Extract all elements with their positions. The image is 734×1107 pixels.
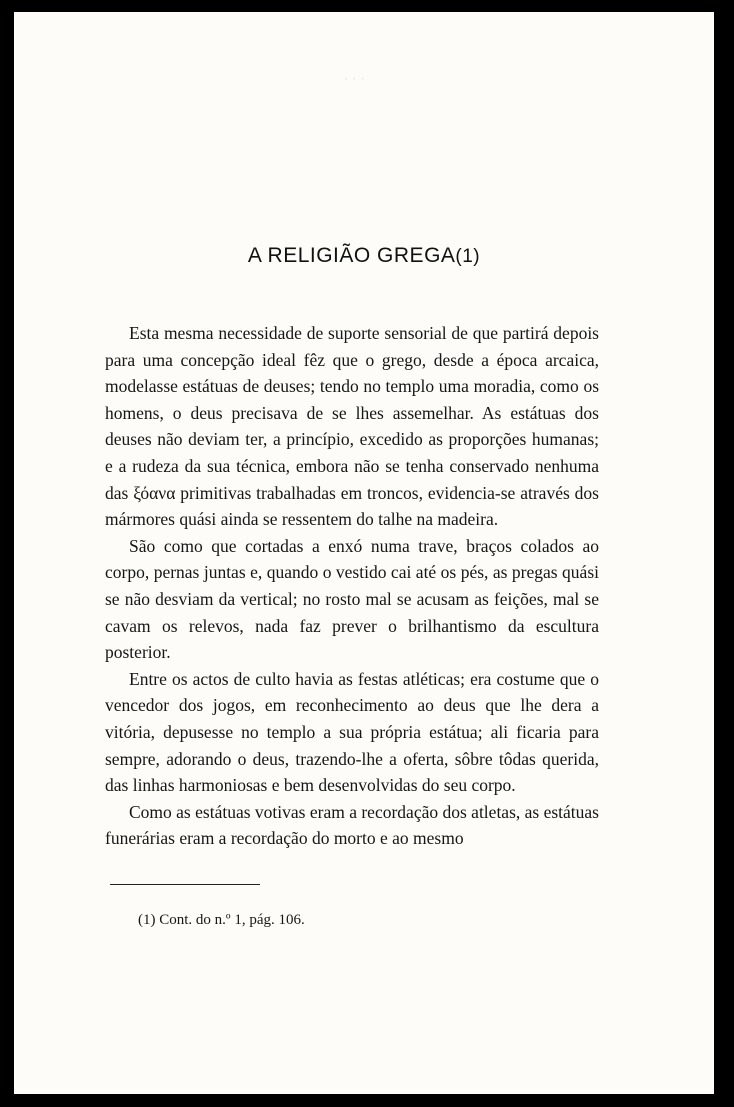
title-text: A RELIGIÃO GREGA xyxy=(247,244,456,267)
page-title xyxy=(14,244,714,268)
paragraph-3: Entre os actos de culto havia as festas atléticas; era costume que o vencedor dos jogos, em reconhecimento ao deus que lhe dera a vitória, depusesse no templo a sua própria estátua; ali ficaria para sempre, adorando o deus, trazendo-lhe a oferta, sôbre tôdas querida, das linhas harmoniosas e bem desenvolvidas do seu corpo. xyxy=(105,668,599,796)
paragraph-2: São como que cortadas a enxó numa trave, braços colados ao corpo, pernas juntas e, quando o vestido cai até os pés, as pregas quási se não desviam da vertical; no rosto mal se acusam as feições, mal se cavam os relevos, nada faz prever o brilhantismo da escultura posterior. xyxy=(105,535,599,663)
document-page xyxy=(14,12,714,1094)
title-note-mark: (1) xyxy=(455,246,481,267)
footnote xyxy=(138,912,305,929)
paragraph-1: Esta mesma necessidade de suporte sensorial de que partirá depois para uma concepção ideal fêz que o grego, desde a época arcaica, modelasse estátuas de deuses; tendo no templo uma moradia, como os homens, o deus precisava de se lhes assemelhar. As estátuas dos deuses não deviam ter, a princípio, excedido as proporções humanas; e a rudeza da sua técnica, embora não se tenha conservado nenhuma das ξόανα primitivas trabalhadas em troncos, evidencia-se através dos mármores quási ainda se ressentem do talhe na madeira. xyxy=(105,323,599,530)
paragraph-4: Como as estátuas votivas eram a recordação dos atletas, as estátuas funerárias eram a recordação do morto e ao mesmo xyxy=(105,801,599,849)
footnote-rule xyxy=(110,884,260,885)
footnote-mark: (1) xyxy=(138,912,156,928)
article-body xyxy=(105,320,599,852)
show-through-marks: · · · xyxy=(344,72,365,87)
footnote-text: Cont. do n.º 1, pág. 106. xyxy=(159,912,305,928)
